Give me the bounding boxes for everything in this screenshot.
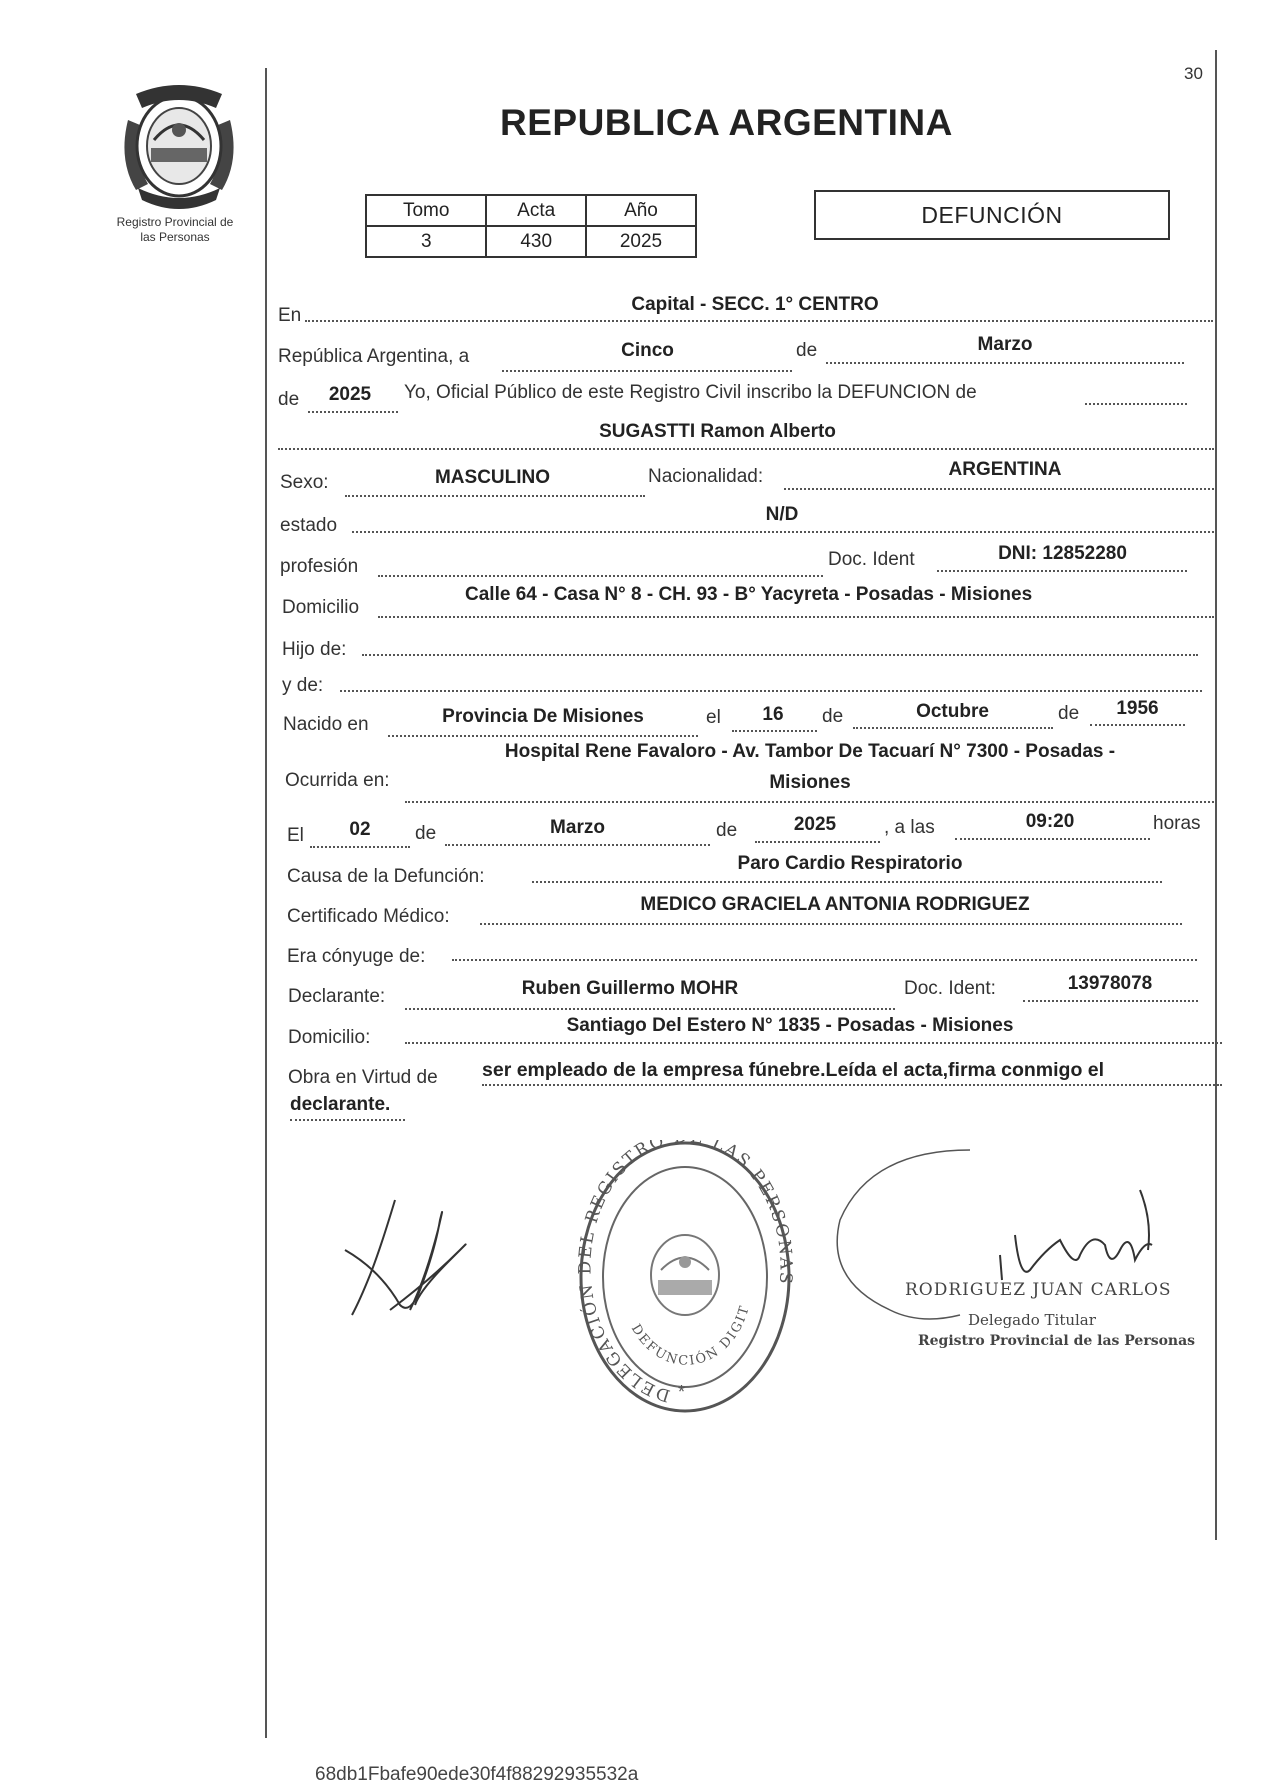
yo-text: Yo, Oficial Público de este Registro Civil inscribo la DEFUNCION de bbox=[404, 382, 977, 403]
dots-declarante bbox=[405, 1008, 895, 1010]
value-domicilio: Calle 64 - Casa N° 8 - CH. 93 - B° Yacyreta - Posadas - Misiones bbox=[465, 584, 1033, 605]
stamp-inner-text: DEFUNCIÓN DIGIT bbox=[627, 1303, 753, 1369]
label-decl-doc: Doc. Ident: bbox=[904, 978, 996, 999]
dots-obra2 bbox=[290, 1119, 405, 1121]
label-en: En bbox=[278, 305, 302, 326]
label-sexo: Sexo: bbox=[280, 472, 329, 493]
value-nacionalidad: ARGENTINA bbox=[948, 459, 1062, 480]
doc-type-box bbox=[814, 190, 1170, 240]
value-nacido: Provincia De Misiones bbox=[442, 706, 644, 727]
value-nac-anio: 1956 bbox=[1116, 698, 1159, 719]
label-hijo: Hijo de: bbox=[282, 639, 347, 660]
province-seal bbox=[118, 80, 240, 212]
dots-nacionalidad bbox=[784, 488, 1214, 490]
dots-yde bbox=[340, 690, 1202, 692]
value-docident: DNI: 12852280 bbox=[998, 543, 1127, 564]
label-de-mes: de bbox=[796, 340, 818, 361]
label-republica: República Argentina, a bbox=[278, 346, 470, 367]
label-obra: Obra en Virtud de bbox=[288, 1067, 438, 1088]
label-de-def2: de bbox=[716, 820, 738, 841]
value-ocurrida-line1: Hospital Rene Favaloro - Av. Tambor De Tacuarí N° 7300 - Posadas - bbox=[504, 741, 1116, 762]
label-certificado: Certificado Médico: bbox=[287, 906, 450, 927]
dots-docident bbox=[937, 570, 1187, 572]
label-domicilio: Domicilio bbox=[282, 597, 360, 618]
header-tomo: Tomo bbox=[366, 195, 486, 226]
value-ocurrida-line2: Misiones bbox=[769, 772, 851, 793]
label-el-def: El bbox=[287, 825, 304, 846]
label-declarante: Declarante: bbox=[288, 986, 386, 1007]
dots-profesion bbox=[378, 575, 823, 577]
label-nacionalidad: Nacionalidad: bbox=[648, 466, 764, 487]
label-ocurrida: Ocurrida en: bbox=[285, 770, 390, 791]
page-title: REPUBLICA ARGENTINA bbox=[500, 102, 953, 143]
label-domicilio2: Domicilio: bbox=[288, 1027, 371, 1048]
dots-def-anio bbox=[755, 841, 880, 843]
value-anio-acta: 2025 bbox=[328, 384, 372, 405]
label-yde: y de: bbox=[282, 675, 324, 696]
value-declarante: Ruben Guillermo MOHR bbox=[521, 978, 739, 999]
dots-sexo bbox=[345, 495, 645, 497]
label-el-nac: el bbox=[706, 707, 721, 728]
dots-yo bbox=[1085, 403, 1187, 405]
value-causa: Paro Cardio Respiratorio bbox=[737, 853, 963, 874]
left-margin-line bbox=[265, 68, 267, 1738]
label-de-def1: de bbox=[415, 823, 437, 844]
logo-caption bbox=[90, 215, 260, 245]
value-nac-dia: 16 bbox=[762, 704, 784, 725]
dots-decl-doc bbox=[1023, 1000, 1198, 1002]
dots-hijo bbox=[362, 654, 1198, 656]
label-horas: horas bbox=[1153, 813, 1201, 834]
value-decl-doc: 13978078 bbox=[1067, 973, 1153, 994]
declarante-signature bbox=[340, 1190, 480, 1320]
value-sexo: MASCULINO bbox=[434, 467, 551, 488]
label-causa: Causa de la Defunción: bbox=[287, 866, 485, 887]
value-anio: 2025 bbox=[586, 226, 696, 257]
value-mes: Marzo bbox=[977, 334, 1033, 355]
footer-hash: 68db1Fbafe90ede30f4f88292935532a bbox=[315, 1764, 639, 1785]
value-nac-mes: Octubre bbox=[916, 701, 989, 722]
dots-en bbox=[305, 320, 1213, 322]
svg-text:*: * bbox=[678, 1382, 686, 1402]
label-de-nac2: de bbox=[1058, 703, 1080, 724]
header-anio: Año bbox=[586, 195, 696, 226]
value-def-dia: 02 bbox=[349, 819, 371, 840]
dots-domicilio bbox=[378, 616, 1214, 618]
right-margin-line bbox=[1215, 50, 1217, 1540]
value-def-anio: 2025 bbox=[793, 814, 837, 835]
dots-anio bbox=[308, 411, 398, 413]
label-docident: Doc. Ident bbox=[828, 549, 915, 570]
dots-obra bbox=[482, 1084, 1222, 1086]
header-acta: Acta bbox=[486, 195, 585, 226]
dots-def-dia bbox=[310, 846, 410, 848]
dots-nac-dia bbox=[732, 730, 817, 732]
value-nombre: SUGASTTI Ramon Alberto bbox=[599, 421, 836, 442]
official-name: RODRIGUEZ JUAN CARLOS bbox=[905, 1280, 1172, 1300]
stamp-outer-text: DELEGACIÓN L REGISTRO LAS PERSO bbox=[578, 1140, 793, 1406]
registry-stamp bbox=[578, 1140, 793, 1415]
dots-estado bbox=[352, 531, 1214, 533]
dots-nac-anio bbox=[1090, 724, 1185, 726]
official-role: Delegado Titular bbox=[968, 1311, 1096, 1329]
dots-certificado bbox=[480, 923, 1182, 925]
value-certificado: MEDICO GRACIELA ANTONIA RODRIGUEZ bbox=[640, 894, 1030, 915]
dots-nac-mes bbox=[853, 727, 1053, 729]
label-de-nac1: de bbox=[822, 706, 844, 727]
dots-nombre bbox=[278, 448, 1214, 450]
value-obra-line1: ser empleado de la empresa fúnebre.Leída el acta,firma conmigo el bbox=[482, 1059, 1105, 1081]
label-nacido: Nacido en bbox=[283, 714, 369, 735]
value-en: Capital - SECC. 1° CENTRO bbox=[631, 294, 879, 315]
label-profesion: profesión bbox=[280, 556, 359, 577]
value-domicilio2: Santiago Del Estero N° 1835 - Posadas - Misiones bbox=[566, 1015, 1014, 1036]
dots-causa bbox=[532, 881, 1162, 883]
dots-def-mes bbox=[445, 844, 710, 846]
acta-table bbox=[365, 194, 697, 258]
value-def-mes: Marzo bbox=[550, 817, 605, 838]
dots-domicilio2 bbox=[405, 1042, 1222, 1044]
value-tomo: 3 bbox=[366, 226, 486, 257]
official-signature bbox=[830, 1130, 1190, 1340]
dots-ocurrida bbox=[405, 801, 1217, 803]
logo-caption-line1: Registro Provincial de bbox=[116, 215, 234, 229]
value-def-hora: 09:20 bbox=[1025, 811, 1075, 832]
label-alas: , a las bbox=[884, 817, 935, 838]
label-conyuge: Era cónyuge de: bbox=[287, 946, 426, 967]
doc-type: DEFUNCIÓN bbox=[921, 202, 1063, 228]
dots-dia bbox=[502, 370, 792, 372]
dots-mes bbox=[826, 362, 1184, 364]
label-estado: estado bbox=[280, 515, 338, 536]
dots-nacido bbox=[388, 735, 698, 737]
value-estado: N/D bbox=[765, 504, 799, 525]
value-dia: Cinco bbox=[621, 340, 674, 361]
logo-caption-line2: las Personas bbox=[140, 230, 210, 244]
dots-conyuge bbox=[452, 959, 1197, 961]
official-office: Registro Provincial de las Personas bbox=[918, 1333, 1196, 1349]
value-acta: 430 bbox=[486, 226, 585, 257]
dots-def-hora bbox=[955, 838, 1150, 840]
value-obra-line2: declarante. bbox=[290, 1094, 391, 1115]
label-de-anio: de bbox=[278, 389, 300, 410]
page-number: 30 bbox=[1184, 64, 1203, 83]
